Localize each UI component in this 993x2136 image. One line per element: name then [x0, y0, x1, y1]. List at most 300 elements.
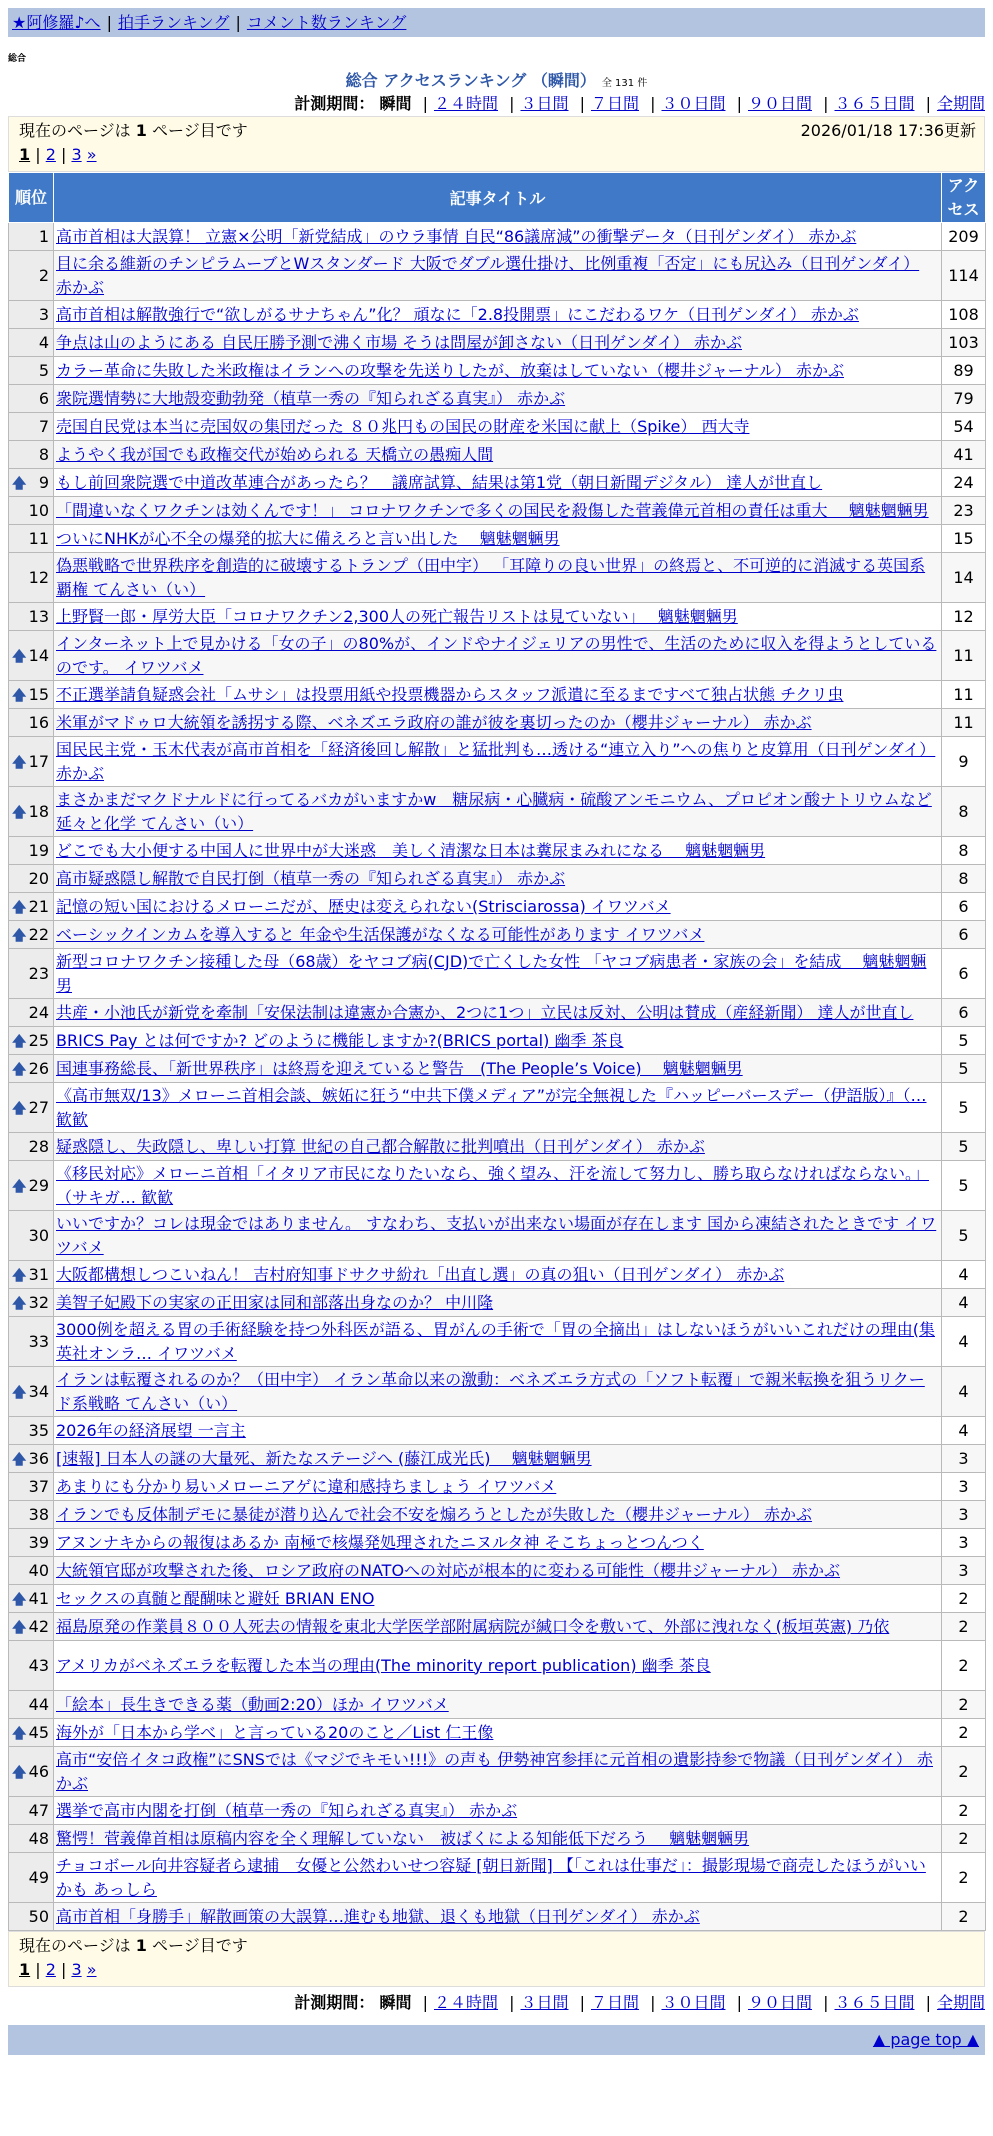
rank-cell: 50 [9, 1903, 54, 1931]
ranking-title: 総合 アクセスランキング （瞬間） [345, 71, 596, 90]
table-row [9, 999, 986, 1027]
rank-cell: 44 [9, 1691, 54, 1719]
table-row [9, 1417, 986, 1445]
table-row [9, 1825, 986, 1853]
period-selector-top: 計測期間： 瞬間 | ２４時間 | ３日間 | ７日間 | ３０日間 | ９０日間 | ３６５日間 | 全期間 [294, 94, 985, 113]
access-count: 12 [942, 603, 986, 631]
rank-up-arrow-icon: 🡅 [12, 1268, 27, 1284]
article-link[interactable]: インターネット上で見かける「女の子」の80%が、インドやナイジェリアの男性で、生活のために収入を得ようとしているのです。 イワツバメ [56, 633, 937, 677]
rank-cell: 🡅 29 [9, 1161, 54, 1211]
table-row [9, 1585, 986, 1613]
pager-top [8, 116, 985, 172]
rank-up-arrow-icon: 🡅 [12, 649, 27, 665]
access-count: 2 [942, 1797, 986, 1825]
access-count: 11 [942, 681, 986, 709]
title-cell [54, 603, 942, 631]
table-row [9, 469, 986, 497]
rank-up-arrow-icon: 🡅 [12, 1062, 27, 1078]
article-link[interactable]: 「絵本」長生きできる薬（動画2:20）ほか イワツバメ [56, 1694, 449, 1714]
title-cell [54, 1501, 942, 1529]
title-cell [54, 681, 942, 709]
title-cell [54, 1161, 942, 1211]
period-90d[interactable]: ９０日間 [747, 94, 812, 113]
title-cell [54, 1613, 942, 1641]
header-rank: 順位 [9, 173, 54, 223]
title-cell [54, 737, 942, 787]
rank-cell: 19 [9, 837, 54, 865]
table-row [9, 357, 986, 385]
table-row [9, 1211, 986, 1261]
title-cell [54, 1445, 942, 1473]
header-access: アクセス [942, 173, 986, 223]
access-count: 4 [942, 1417, 986, 1445]
access-count: 3 [942, 1473, 986, 1501]
access-count: 3 [942, 1529, 986, 1557]
rank-cell: 20 [9, 865, 54, 893]
rank-cell: 🡅 21 [9, 893, 54, 921]
access-count: 89 [942, 357, 986, 385]
table-row [9, 681, 986, 709]
access-count: 4 [942, 1261, 986, 1289]
title-cell [54, 301, 942, 329]
access-count: 5 [942, 1083, 986, 1133]
rank-cell: 38 [9, 1501, 54, 1529]
article-link[interactable]: 海外が「日本から学べ」と言っている20のこと／List 仁王像 [56, 1722, 494, 1742]
article-link[interactable]: 争点は山のようにある 自民圧勝予測で沸く市場 そうは問屋が卸さない（日刊ゲンダイ） 赤かぶ [56, 332, 742, 352]
article-link[interactable]: BRICS Pay とは何ですか? どのように機能しますか?(BRICS portal) 幽季 茶良 [56, 1030, 624, 1050]
rank-cell: 🡅 45 [9, 1719, 54, 1747]
rank-up-arrow-icon: 🡅 [12, 805, 27, 821]
period-current: 瞬間 [379, 94, 412, 113]
table-row [9, 1797, 986, 1825]
period-90d-bottom[interactable]: ９０日間 [747, 1993, 812, 2012]
title-cell [54, 787, 942, 837]
table-row [9, 385, 986, 413]
article-link[interactable]: 2026年の経済展望 一言主 [56, 1420, 246, 1440]
access-count: 4 [942, 1289, 986, 1317]
article-link[interactable]: 大阪都構想しつこいねん！ 吉村府知事ドサクサ紛れ「出直し選」の真の狙い（日刊ゲンダイ） 赤かぶ [56, 1264, 785, 1284]
access-count: 6 [942, 949, 986, 999]
access-count: 9 [942, 737, 986, 787]
page-2-link-bottom[interactable]: 2 [45, 1960, 56, 1979]
table-row [9, 413, 986, 441]
table-row [9, 631, 986, 681]
title-cell [54, 1691, 942, 1719]
article-link[interactable]: 米軍がマドゥロ大統領を誘拐する際、ベネズエラ政府の誰が彼を裏切ったのか（櫻井ジャーナル） 赤かぶ [56, 712, 812, 732]
rank-cell: 37 [9, 1473, 54, 1501]
title-cell [54, 1289, 942, 1317]
article-link[interactable]: 疑惑隠し、失政隠し、卑しい打算 世紀の自己都合解散に批判噴出（日刊ゲンダイ） 赤かぶ [56, 1136, 705, 1156]
period-24h-bottom[interactable]: ２４時間 [433, 1993, 498, 2012]
top-nav-bar: ★阿修羅♪へ | 拍手ランキング | コメント数ランキング [8, 8, 985, 37]
rank-up-arrow-icon: 🡅 [12, 1592, 27, 1608]
rank-up-arrow-icon: 🡅 [12, 1385, 27, 1401]
rank-cell: 🡅 15 [9, 681, 54, 709]
access-count: 6 [942, 921, 986, 949]
period-30d-bottom[interactable]: ３０日間 [661, 1993, 726, 2012]
access-count: 2 [942, 1691, 986, 1719]
table-row [9, 329, 986, 357]
title-cell [54, 1473, 942, 1501]
access-count: 5 [942, 1211, 986, 1261]
rank-up-arrow-icon: 🡅 [12, 900, 27, 916]
rank-up-arrow-icon: 🡅 [12, 688, 27, 704]
title-cell [54, 865, 942, 893]
article-link[interactable]: 目に余る維新のチンピラムーブとWスタンダード 大阪でダブル選仕掛け、比例重複「否定」にも尻込み（日刊ゲンダイ） 赤かぶ [56, 253, 920, 297]
table-row [9, 1055, 986, 1083]
article-link[interactable]: 3000例を超える胃の手術経験を持つ外科医が語る、胃がんの手術で「胃の全摘出」はしないほうがいいこれだけの理由(集英社オンラ… イワツバメ [56, 1319, 935, 1363]
access-count: 14 [942, 553, 986, 603]
rank-cell: 🡅 32 [9, 1289, 54, 1317]
table-row [9, 837, 986, 865]
article-link[interactable]: 高市首相は解散強行で“欲しがるサナちゃん”化？ 頑なに「2.8投開票」にこだわるワケ（日刊ゲンダイ） 赤かぶ [56, 304, 859, 324]
rank-cell: 13 [9, 603, 54, 631]
access-count: 23 [942, 497, 986, 525]
table-row [9, 1367, 986, 1417]
article-link[interactable]: 《高市無双/13》メローニ首相会談、嫉妬に狂う“中共下僕メディア”が完全無視した『ハッピーバースデー（伊語版）』（… 歓歓 [56, 1085, 927, 1129]
next-page-link-bottom[interactable]: » [86, 1960, 97, 1979]
access-count: 2 [942, 1903, 986, 1931]
rank-cell: 🡅 41 [9, 1585, 54, 1613]
access-count: 103 [942, 329, 986, 357]
table-row [9, 949, 986, 999]
comment-ranking-link[interactable]: コメント数ランキング [246, 13, 407, 32]
rank-up-arrow-icon: 🡅 [12, 1765, 27, 1781]
access-count: 3 [942, 1501, 986, 1529]
access-count: 4 [942, 1317, 986, 1367]
period-all-bottom[interactable]: 全期間 [936, 1993, 985, 2012]
table-row [9, 301, 986, 329]
table-row [9, 525, 986, 553]
title-cell [54, 469, 942, 497]
title-cell [54, 1719, 942, 1747]
table-row [9, 1445, 986, 1473]
table-row [9, 1501, 986, 1529]
article-link[interactable]: 《移民対応》メローニ首相「イタリア市民になりたいなら、強く望み、汗を流して努力し、勝ち取らなければならない。」（サキガ… 歓歓 [56, 1163, 929, 1207]
title-cell [54, 1133, 942, 1161]
rank-cell: 2 [9, 251, 54, 301]
rank-cell: 🡅 42 [9, 1613, 54, 1641]
home-link[interactable]: ★阿修羅♪へ [12, 13, 101, 32]
article-link[interactable]: 偽悪戦略で世界秩序を創造的に破壊するトランプ（田中宇） 「耳障りの良い世界」の終焉と、不可逆的に消滅する英国系覇権 てんさい（い） [56, 555, 926, 599]
title-cell [54, 385, 942, 413]
rank-cell: 🡅 25 [9, 1027, 54, 1055]
title-cell [54, 709, 942, 737]
article-link[interactable]: どこでも大小便する中国人に世界中が大迷惑 美しく清潔な日本は糞尿まみれになる 魑魅魍魎男 [56, 840, 766, 860]
table-row [9, 1853, 986, 1903]
table-row [9, 553, 986, 603]
period-24h[interactable]: ２４時間 [433, 94, 498, 113]
article-link[interactable]: 衆院選情勢に大地殻変動勃発（植草一秀の『知られざる真実』） 赤かぶ [56, 388, 566, 408]
rank-cell: 🡅 26 [9, 1055, 54, 1083]
rank-cell: 16 [9, 709, 54, 737]
access-count: 79 [942, 385, 986, 413]
rank-cell: 🡅 18 [9, 787, 54, 837]
rank-cell: 🡅 14 [9, 631, 54, 681]
rank-up-arrow-icon: 🡅 [12, 928, 27, 944]
article-link[interactable]: [速報] 日本人の謎の大量死、新たなステージへ (藤江成光氏) 魑魅魍魎男 [56, 1448, 592, 1468]
article-link[interactable]: セックスの真髄と醍醐味と避妊 BRIAN ENO [56, 1588, 375, 1608]
rank-cell: 🡅 17 [9, 737, 54, 787]
title-cell [54, 1557, 942, 1585]
period-selector-bottom: 計測期間： 瞬間 | ２４時間 | ３日間 | ７日間 | ３０日間 | ９０日間 | ３６５日間 | 全期間 [294, 1993, 985, 2012]
rank-cell: 28 [9, 1133, 54, 1161]
rank-up-arrow-icon: 🡅 [12, 1620, 27, 1636]
article-link[interactable]: ベーシックインカムを導入すると 年金や生活保護がなくなる可能性があります イワツバメ [56, 924, 705, 944]
table-row [9, 441, 986, 469]
article-link[interactable]: 選挙で高市内閣を打倒（植草一秀の『知られざる真実』） 赤かぶ [56, 1800, 518, 1820]
footer-bar [8, 2025, 985, 2055]
table-row [9, 921, 986, 949]
access-count: 2 [942, 1585, 986, 1613]
access-count: 5 [942, 1055, 986, 1083]
period-3d[interactable]: ３日間 [520, 94, 569, 113]
article-link[interactable]: 国民民主党・玉木代表が高市首相を「経済後回し解散」と猛批判も…透ける“連立入り”への焦りと皮算用（日刊ゲンダイ） 赤かぶ [56, 739, 936, 783]
access-count: 2 [942, 1825, 986, 1853]
access-count: 11 [942, 709, 986, 737]
period-365d[interactable]: ３６５日間 [834, 94, 915, 113]
article-link[interactable]: チョコボール向井容疑者ら逮捕 女優と公然わいせつ容疑 [朝日新聞] 【「これは仕事だ」：撮影現場で商売したほうがいいかも あっしら [56, 1855, 926, 1899]
rank-cell: 30 [9, 1211, 54, 1261]
article-link[interactable]: ついにNHKが心不全の爆発的拡大に備えろと言い出した 魑魅魍魎男 [56, 528, 560, 548]
rank-up-arrow-icon: 🡅 [12, 1296, 27, 1312]
title-cell [54, 949, 942, 999]
title-cell [54, 1747, 942, 1797]
table-row [9, 709, 986, 737]
title-cell [54, 1211, 942, 1261]
access-count: 3 [942, 1445, 986, 1473]
article-link[interactable]: 美智子妃殿下の実家の正田家は同和部落出身なのか？ 中川隆 [56, 1292, 494, 1312]
page-3-link-bottom[interactable]: 3 [71, 1960, 82, 1979]
page-3-link[interactable]: 3 [71, 145, 82, 164]
access-count: 11 [942, 631, 986, 681]
access-count: 24 [942, 469, 986, 497]
article-link[interactable]: 大統領官邸が攻撃された後、ロシア政府のNATOへの対応が根本的に変わる可能性（櫻井ジャーナル） 赤かぶ [56, 1560, 841, 1580]
table-row [9, 1027, 986, 1055]
rank-up-arrow-icon: 🡅 [12, 1101, 27, 1117]
rank-cell: 48 [9, 1825, 54, 1853]
header-title: 記事タイトル [54, 173, 942, 223]
access-count: 2 [942, 1747, 986, 1797]
rank-up-arrow-icon: 🡅 [12, 755, 27, 771]
title-cell [54, 999, 942, 1027]
access-count: 5 [942, 1133, 986, 1161]
access-count: 54 [942, 413, 986, 441]
rank-cell: 8 [9, 441, 54, 469]
title-cell [54, 413, 942, 441]
title-cell [54, 1261, 942, 1289]
page-status: 現在のページは 1 ページ目です [19, 121, 248, 140]
rank-cell: 6 [9, 385, 54, 413]
article-link[interactable]: イランでも反体制デモに暴徒が潜り込んで社会不安を煽ろうとしたが失敗した（櫻井ジャーナル） 赤かぶ [56, 1504, 812, 1524]
article-link[interactable]: 驚愕！菅義偉首相は原稿内容を全く理解していない 被ばくによる知能低下だろう 魑魅魍魎男 [56, 1828, 750, 1848]
page-1-current: 1 [19, 145, 31, 164]
rank-cell: 11 [9, 525, 54, 553]
period-30d[interactable]: ３０日間 [661, 94, 726, 113]
title-cell [54, 1317, 942, 1367]
rank-cell: 49 [9, 1853, 54, 1903]
title-cell [54, 631, 942, 681]
title-cell [54, 357, 942, 385]
rank-cell: 10 [9, 497, 54, 525]
rank-cell: 43 [9, 1641, 54, 1691]
table-row [9, 223, 986, 251]
period-3d-bottom[interactable]: ３日間 [520, 1993, 569, 2012]
category-label: 総合 [8, 54, 27, 64]
page-top-link[interactable]: ▲ page top ▲ [872, 2030, 979, 2049]
article-link[interactable]: 高市首相は大誤算！ 立憲×公明「新党結成」のウラ事情 自民“86議席減”の衝撃データ（日刊ゲンダイ） 赤かぶ [56, 226, 857, 246]
access-count: 209 [942, 223, 986, 251]
period-7d-bottom[interactable]: ７日間 [590, 1993, 639, 2012]
title-cell [54, 837, 942, 865]
title-cell [54, 525, 942, 553]
table-row [9, 251, 986, 301]
access-count: 8 [942, 787, 986, 837]
rank-up-arrow-icon: 🡅 [12, 1726, 27, 1742]
title-cell [54, 1825, 942, 1853]
article-link[interactable]: 共産・小池氏が新党を牽制「安保法制は違憲か合憲か、2つに1つ」立民は反対、公明は賛成（産経新聞） 達人が世直し [56, 1002, 914, 1022]
access-count: 8 [942, 837, 986, 865]
title-cell [54, 223, 942, 251]
rank-up-arrow-icon: 🡅 [12, 476, 27, 492]
title-cell [54, 1641, 942, 1691]
title-cell [54, 921, 942, 949]
ranking-table [8, 172, 986, 1931]
access-count: 4 [942, 1367, 986, 1417]
table-row [9, 1529, 986, 1557]
table-row [9, 1261, 986, 1289]
table-row [9, 497, 986, 525]
title-cell [54, 1367, 942, 1417]
rank-cell: 35 [9, 1417, 54, 1445]
rank-cell: 🡅 36 [9, 1445, 54, 1473]
article-link[interactable]: 国連事務総長、「新世界秩序」は終焉を迎えていると警告 (The People’s Voice) 魑魅魍魎男 [56, 1058, 743, 1078]
table-row [9, 1473, 986, 1501]
article-link[interactable]: 不正選挙請負疑惑会社「ムサシ」は投票用紙や投票機器からスタッフ派遣に至るまですべて独占状態 チクリ虫 [56, 684, 844, 704]
rank-cell: 5 [9, 357, 54, 385]
table-row [9, 1747, 986, 1797]
rank-cell: 🡅 9 [9, 469, 54, 497]
table-row [9, 1903, 986, 1931]
period-365d-bottom[interactable]: ３６５日間 [834, 1993, 915, 2012]
table-row [9, 737, 986, 787]
access-count: 5 [942, 1027, 986, 1055]
title-cell [54, 329, 942, 357]
article-link[interactable]: 「間違いなくワクチンは効くんです！」 コロナワクチンで多くの国民を殺傷した菅義偉元首相の責任は重大 魑魅魍魎男 [56, 500, 929, 520]
title-cell [54, 553, 942, 603]
rank-up-arrow-icon: 🡅 [12, 1179, 27, 1195]
page-2-link[interactable]: 2 [45, 145, 56, 164]
article-link[interactable]: イランは転覆されるのか？（田中宇） イラン革命以来の激動：ベネズエラ方式の「ソフト転覆」で親米転換を狙うリクード系戦略 てんさい（い） [56, 1369, 925, 1413]
article-link[interactable]: アメリカがベネズエラを転覆した本当の理由(The minority report publication) 幽季 茶良 [56, 1655, 711, 1675]
rank-cell: 🡅 27 [9, 1083, 54, 1133]
title-cell [54, 441, 942, 469]
access-count: 6 [942, 999, 986, 1027]
title-cell [54, 1027, 942, 1055]
rank-cell: 🡅 31 [9, 1261, 54, 1289]
rank-cell: 🡅 34 [9, 1367, 54, 1417]
title-cell [54, 1055, 942, 1083]
table-row [9, 1289, 986, 1317]
article-link[interactable]: いいですか？コレは現金ではありません。 すなわち、支払いが出来ない場面が存在します 国から凍結されたときです イワツバメ [56, 1213, 937, 1257]
access-count: 108 [942, 301, 986, 329]
article-link[interactable]: あまりにも分かり易いメローニアゲに違和感持ちましょう イワツバメ [56, 1476, 557, 1496]
title-cell [54, 1853, 942, 1903]
article-link[interactable]: 上野賢一郎・厚労大臣「コロナワクチン2,300人の死亡報告リストは見ていない」 魑魅魍魎男 [56, 606, 738, 626]
article-link[interactable]: 高市首相「身勝手」解散画策の大誤算…進むも地獄、退くも地獄（日刊ゲンダイ） 赤かぶ [56, 1906, 700, 1926]
updated-timestamp: 2026/01/18 17:36更新 [800, 121, 976, 140]
rank-up-arrow-icon: 🡅 [12, 1034, 27, 1050]
total-count: 全 131 件 [601, 78, 648, 89]
access-count: 2 [942, 1613, 986, 1641]
article-link[interactable]: 記憶の短い国におけるメローニだが、歴史は変えられない(Strisciarossa) イワツバメ [56, 896, 671, 916]
table-row [9, 787, 986, 837]
table-row [9, 1317, 986, 1367]
article-link[interactable]: カラー革命に失敗した米政権はイランへの攻撃を先送りしたが、放棄はしていない（櫻井ジャーナル） 赤かぶ [56, 360, 844, 380]
article-link[interactable]: 福島原発の作業員８００人死去の情報を東北大学医学部附属病院が緘口令を敷いて、外部に洩れなく(板垣英憲) 乃依 [56, 1616, 890, 1636]
article-link[interactable]: アヌンナキからの報復はあるか 南極で核爆発処理されたニヌルタ神 そこちょっとつんつく [56, 1532, 704, 1552]
rank-cell: 24 [9, 999, 54, 1027]
access-count: 15 [942, 525, 986, 553]
rank-cell: 47 [9, 1797, 54, 1825]
title-cell [54, 1417, 942, 1445]
article-link[interactable]: ようやく我が国でも政権交代が始められる 天橋立の愚痴人間 [56, 444, 494, 464]
article-link[interactable]: 高市“安倍イタコ政権”にSNSでは《マジでキモい!!!》の声も 伊勢神宮参拝に元首相の遺影持参で物議（日刊ゲンダイ） 赤かぶ [56, 1749, 933, 1793]
access-count: 114 [942, 251, 986, 301]
applause-ranking-link[interactable]: 拍手ランキング [117, 13, 230, 32]
access-count: 2 [942, 1641, 986, 1691]
page-title [0, 68, 993, 92]
access-count: 41 [942, 441, 986, 469]
article-link[interactable]: もし前回衆院選で中道改革連合があったら？ 議席試算、結果は第1党（朝日新聞デジタル） 達人が世直し [56, 472, 823, 492]
rank-cell: 1 [9, 223, 54, 251]
table-row [9, 1557, 986, 1585]
page-links: 1 | 2 | 3 » [19, 145, 97, 164]
access-count: 6 [942, 893, 986, 921]
title-cell [54, 1585, 942, 1613]
table-row [9, 1083, 986, 1133]
table-row [9, 1691, 986, 1719]
table-row [9, 603, 986, 631]
access-count: 2 [942, 1719, 986, 1747]
article-link[interactable]: 売国自民党は本当に売国奴の集団だった ８０兆円もの国民の財産を米国に献上（Spike） 西大寺 [56, 416, 750, 436]
pager-bottom: 現在のページは 1 ページ目です 1 | 2 | 3 » [8, 1931, 985, 1987]
rank-cell: 33 [9, 1317, 54, 1367]
title-cell [54, 497, 942, 525]
table-row [9, 1161, 986, 1211]
table-row [9, 865, 986, 893]
title-cell [54, 1797, 942, 1825]
rank-cell: 3 [9, 301, 54, 329]
period-7d[interactable]: ７日間 [590, 94, 639, 113]
rank-cell: 39 [9, 1529, 54, 1557]
title-cell [54, 251, 942, 301]
rank-cell: 12 [9, 553, 54, 603]
article-link[interactable]: 新型コロナワクチン接種した母（68歳）をヤコブ病(CJD)で亡くした女性 「ヤコブ病患者・家族の会」を結成 魑魅魍魎男 [56, 951, 927, 995]
title-cell [54, 893, 942, 921]
rank-cell: 4 [9, 329, 54, 357]
article-link[interactable]: まさかまだマクドナルドに行ってるバカがいますかw 糖尿病・心臓病・硫酸アンモニウム、プロピオン酸ナトリウムなど延々と化学 てんさい（い） [56, 789, 932, 833]
next-page-link[interactable]: » [86, 145, 97, 164]
article-link[interactable]: 高市疑惑隠し解散で自民打倒（植草一秀の『知られざる真実』） 赤かぶ [56, 868, 566, 888]
period-all[interactable]: 全期間 [936, 94, 985, 113]
table-row [9, 1719, 986, 1747]
table-row [9, 1133, 986, 1161]
table-row [9, 893, 986, 921]
rank-up-arrow-icon: 🡅 [12, 1452, 27, 1468]
access-count: 2 [942, 1853, 986, 1903]
rank-cell: 🡅 22 [9, 921, 54, 949]
